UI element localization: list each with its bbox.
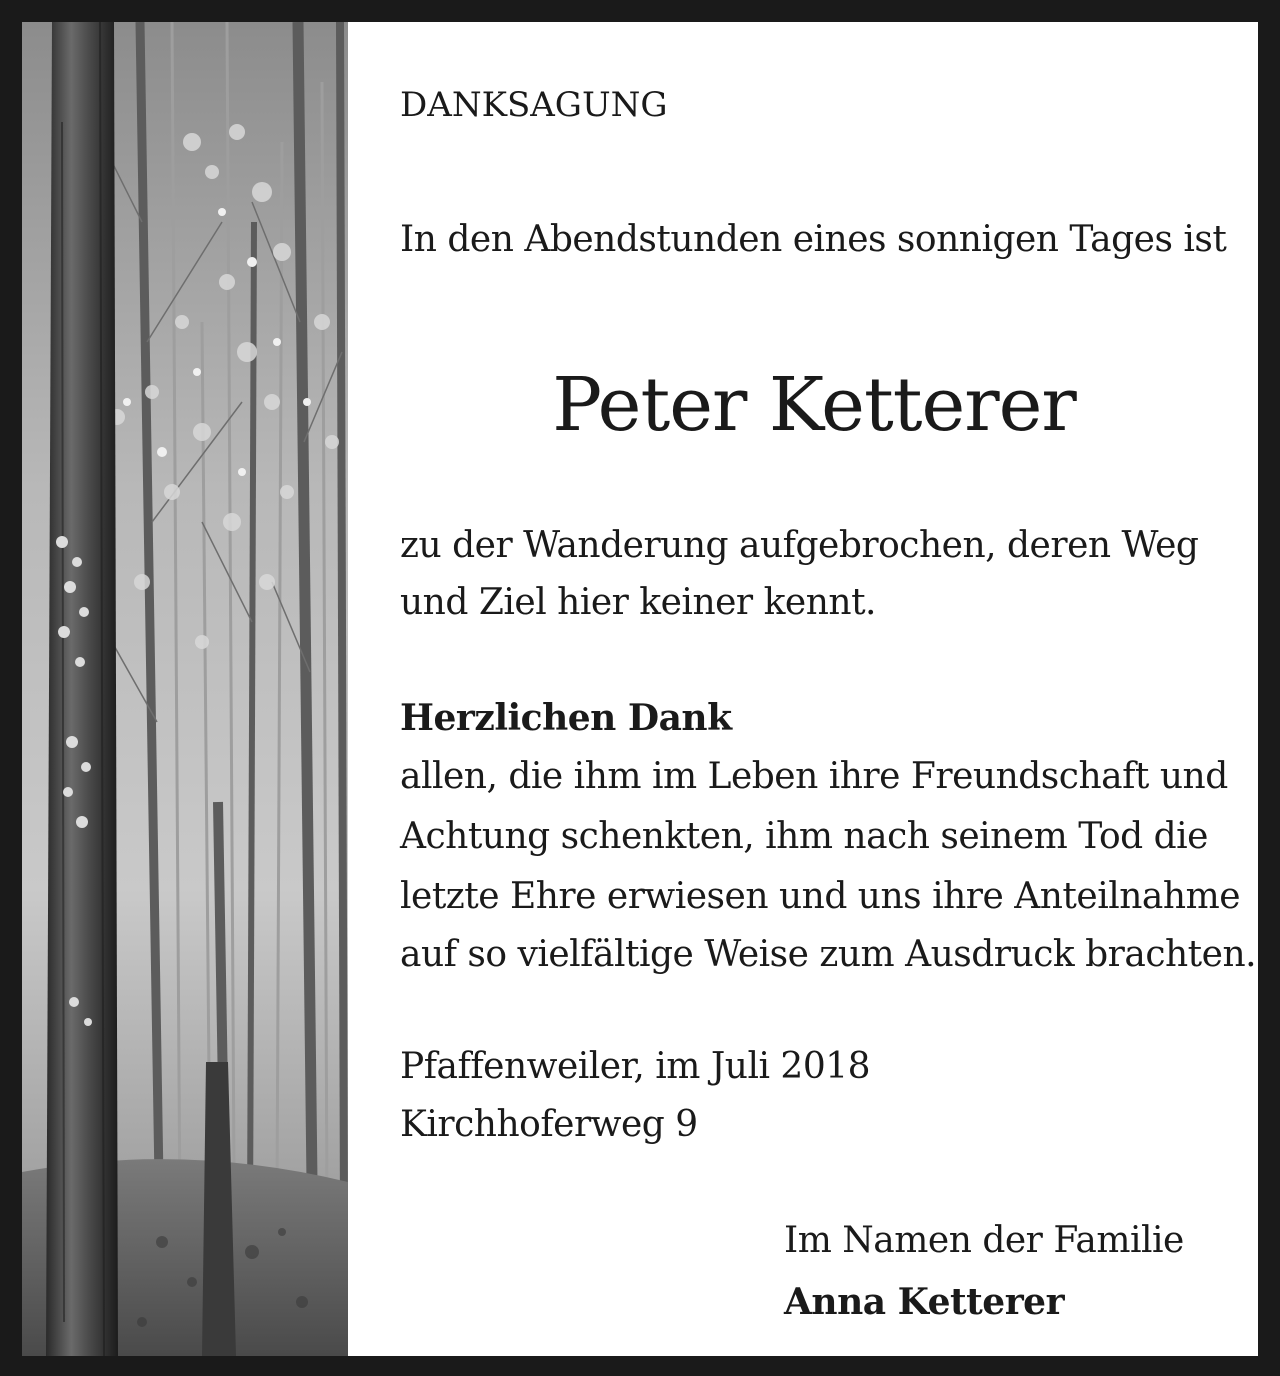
street-address: Kirchhoferweg 9: [400, 1104, 698, 1145]
signature-intro: Im Namen der Familie: [784, 1220, 1184, 1261]
notice-text: [400, 22, 1257, 1356]
deceased-name: Peter Ketterer: [552, 362, 1076, 448]
forest-image: [22, 22, 348, 1356]
place-date: Pfaffenweiler, im Juli 2018: [400, 1046, 871, 1087]
thanks-line: letzte Ehre erwiesen und uns ihre Anteilnahme: [400, 876, 1241, 917]
notice-heading: DANKSAGUNG: [400, 85, 668, 125]
thanks-line: allen, die ihm im Leben ihre Freundschaft und: [400, 756, 1228, 797]
thanks-line: auf so vielfältige Weise zum Ausdruck brachten.: [400, 934, 1257, 975]
thanks-heading: Herzlichen Dank: [400, 697, 732, 739]
passage-line: zu der Wanderung aufgebrochen, deren Weg: [400, 525, 1199, 566]
thanks-line: Achtung schenkten, ihm nach seinem Tod die: [400, 816, 1208, 857]
passage-line: und Ziel hier keiner kennt.: [400, 582, 876, 623]
signature-name: Anna Ketterer: [784, 1281, 1065, 1323]
forest-photo: [22, 22, 348, 1356]
intro-line: In den Abendstunden eines sonnigen Tages ist: [400, 219, 1227, 260]
